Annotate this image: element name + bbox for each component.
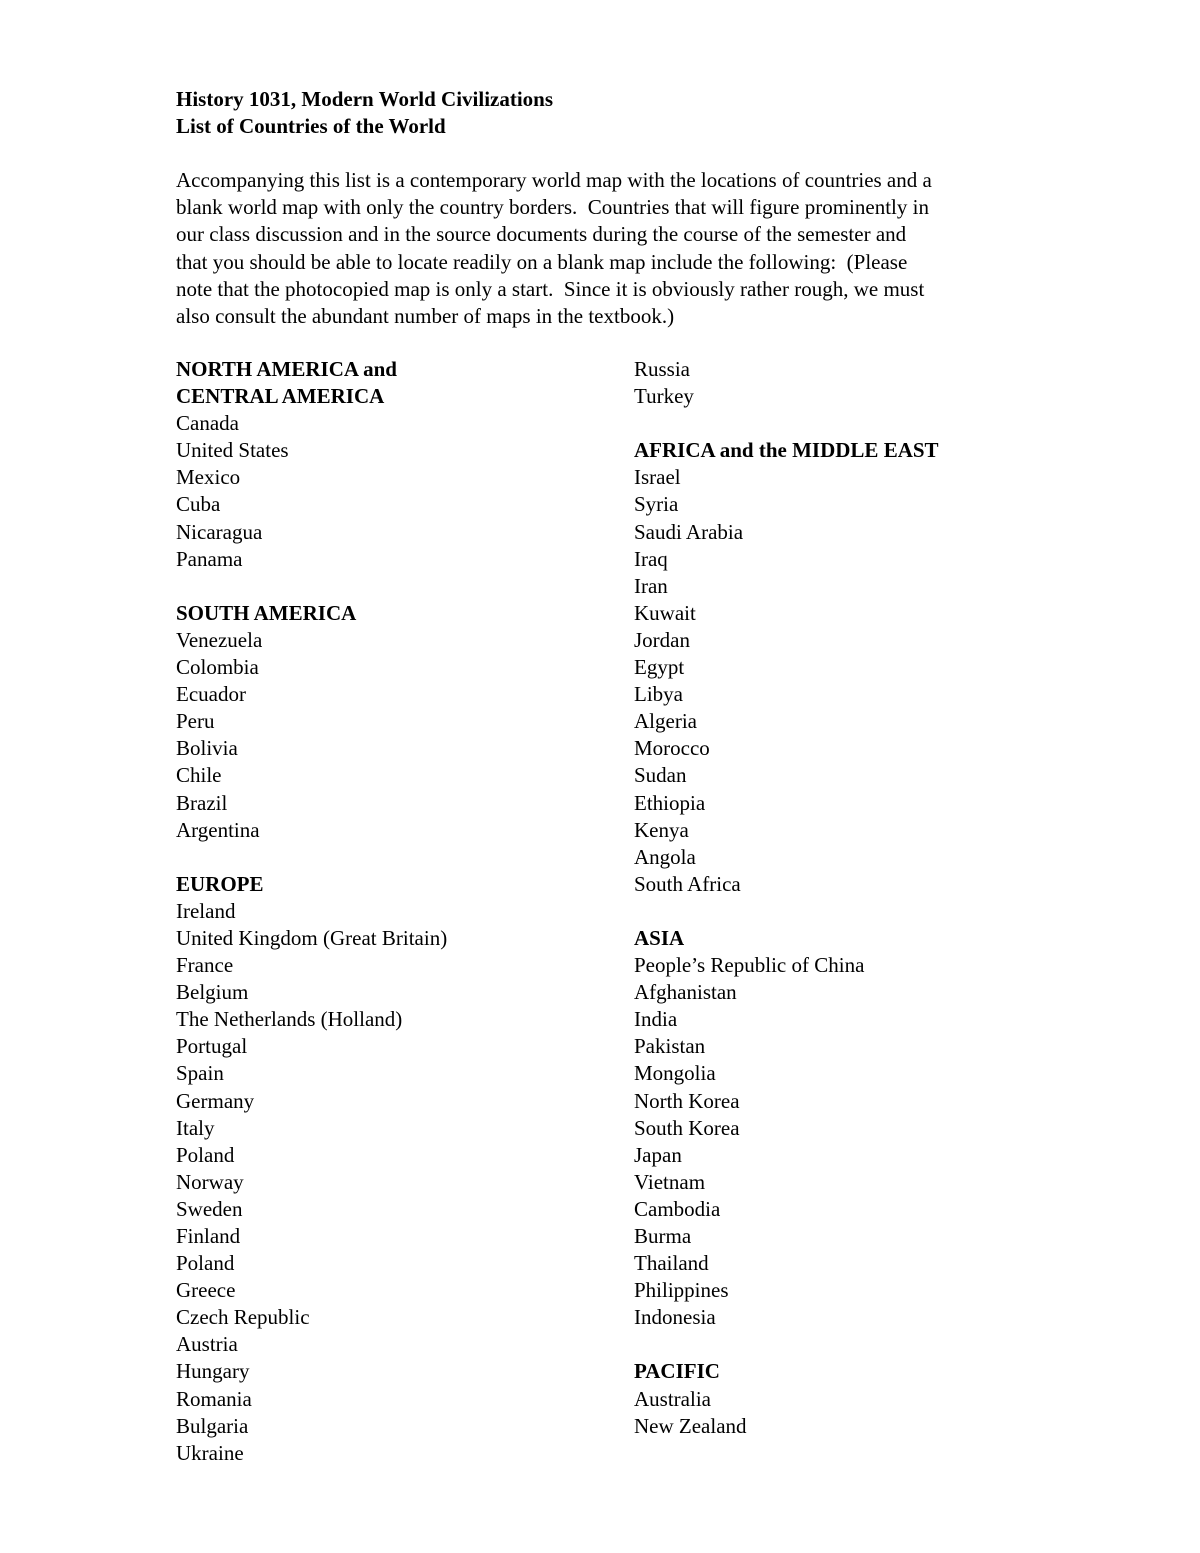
country-list-item: Vietnam — [634, 1169, 706, 1194]
country-list-item: Bulgaria — [176, 1413, 249, 1438]
country-list-item: Thailand — [634, 1251, 709, 1276]
country-list-item: Peru — [176, 709, 215, 734]
country-list — [176, 898, 616, 1467]
country-list-item: Kuwait — [634, 600, 696, 625]
country-list-item: Venezuela — [176, 627, 263, 652]
country-list-item: Finland — [176, 1224, 241, 1248]
section-title: EUROPE — [176, 871, 264, 896]
country-list-item: South Korea — [634, 1115, 740, 1140]
country-list-item: New Zealand — [634, 1413, 747, 1438]
country-list-item: Bolivia — [176, 736, 238, 761]
country-list-item: Nicaragua — [176, 519, 263, 544]
document-title: History 1031, Modern World Civilizations — [176, 87, 554, 111]
country-list-item: Russia — [634, 357, 691, 381]
country-list-item: Angola — [634, 844, 696, 869]
right-column — [634, 356, 1054, 1440]
document-page — [176, 86, 1046, 1465]
country-list-item: Czech Republic — [176, 1305, 310, 1330]
country-list-item: France — [176, 953, 234, 978]
country-list-item: Ireland — [176, 898, 236, 923]
country-list — [634, 356, 1054, 410]
country-list-item: Egypt — [634, 655, 685, 680]
intro-line: our class discussion and in the source documents during the course of the semester and — [176, 222, 907, 247]
section-africa-middle-east — [634, 437, 1054, 898]
country-list-item: Pakistan — [634, 1034, 706, 1059]
country-list-item: Burma — [634, 1224, 692, 1248]
country-list-item: South Africa — [634, 871, 741, 896]
section-europe — [176, 871, 616, 1467]
country-list-item: Sudan — [634, 763, 687, 788]
country-list-item: Mongolia — [634, 1061, 716, 1086]
country-list-item: Iran — [634, 573, 668, 598]
section-asia — [634, 925, 1054, 1331]
country-list — [634, 464, 1054, 898]
country-list-item: Turkey — [634, 384, 694, 409]
country-list-item: People’s Republic of China — [634, 953, 865, 978]
country-list-item: United Kingdom (Great Britain) — [176, 925, 448, 950]
country-list-item: Italy — [176, 1115, 215, 1140]
country-list-item: Philippines — [634, 1278, 729, 1303]
country-list-item: Romania — [176, 1386, 252, 1411]
country-list-item: Sweden — [176, 1196, 243, 1221]
country-list-item: Kenya — [634, 817, 689, 842]
section-title: PACIFIC — [634, 1359, 720, 1384]
country-list-item: Mexico — [176, 465, 241, 490]
country-list — [176, 627, 616, 844]
country-list-item: North Korea — [634, 1088, 740, 1113]
section-title: ASIA — [634, 925, 685, 950]
document-subtitle: List of Countries of the World — [176, 114, 446, 139]
country-list-item: Afghanistan — [634, 980, 737, 1005]
section-south-america — [176, 600, 616, 844]
country-list-item: Colombia — [176, 655, 259, 680]
country-list-item: United States — [176, 438, 289, 463]
intro-line: Accompanying this list is a contemporary world map with the locations of countries and a — [176, 168, 932, 193]
country-list-item: Ukraine — [176, 1440, 244, 1465]
section-north-america — [176, 356, 616, 573]
country-list-item: Morocco — [634, 736, 710, 761]
country-list-item: Cambodia — [634, 1196, 721, 1221]
country-list-item: Austria — [176, 1332, 238, 1357]
country-list-item: Jordan — [634, 627, 690, 652]
section-title: CENTRAL AMERICA — [176, 384, 385, 409]
country-list-item: India — [634, 1007, 678, 1032]
country-list-item: Israel — [634, 465, 681, 490]
country-list-item: Portugal — [176, 1034, 248, 1059]
country-list-item: Germany — [176, 1088, 255, 1113]
country-list-item: Greece — [176, 1278, 236, 1303]
intro-line: also consult the abundant number of maps in the textbook.) — [176, 303, 675, 328]
country-list-item: Australia — [634, 1386, 711, 1411]
country-list-item: Brazil — [176, 790, 228, 815]
country-list-item: Spain — [176, 1061, 224, 1086]
country-list-item: Saudi Arabia — [634, 519, 744, 544]
section-title: AFRICA and the MIDDLE EAST — [634, 438, 939, 463]
intro-line: note that the photocopied map is only a start. Since it is obviously rather rough, we must — [176, 276, 925, 301]
section-pacific — [634, 1358, 1054, 1439]
country-list-item: Ecuador — [176, 682, 246, 707]
section-title: NORTH AMERICA and — [176, 357, 397, 381]
country-list — [634, 952, 1054, 1331]
country-list-item: Japan — [634, 1142, 682, 1167]
country-list-item: Canada — [176, 411, 239, 436]
country-list-item: Poland — [176, 1251, 235, 1276]
left-column — [176, 356, 616, 1467]
section-europe-continued — [634, 356, 1054, 410]
country-list — [634, 1386, 1054, 1440]
country-list-item: Argentina — [176, 817, 260, 842]
country-list-item: Panama — [176, 546, 243, 571]
country-list-item: Hungary — [176, 1359, 250, 1384]
intro-line: that you should be able to locate readily on a blank map include the following: (Please — [176, 249, 908, 274]
country-list-item: Indonesia — [634, 1305, 716, 1330]
country-list-item: The Netherlands (Holland) — [176, 1007, 403, 1032]
country-list-item: Cuba — [176, 492, 221, 517]
country-list-item: Ethiopia — [634, 790, 706, 815]
country-list-item: Iraq — [634, 546, 668, 571]
country-list-item: Norway — [176, 1169, 244, 1194]
section-title: SOUTH AMERICA — [176, 600, 357, 625]
country-list-item: Libya — [634, 682, 683, 707]
country-list — [176, 410, 616, 573]
country-list-item: Chile — [176, 763, 222, 788]
country-list-item: Poland — [176, 1142, 235, 1167]
country-list-item: Algeria — [634, 709, 697, 734]
intro-line: blank world map with only the country borders. Countries that will figure prominently in — [176, 195, 929, 220]
country-list-item: Belgium — [176, 980, 249, 1005]
country-list-item: Syria — [634, 492, 679, 517]
intro-paragraph — [176, 167, 1036, 330]
